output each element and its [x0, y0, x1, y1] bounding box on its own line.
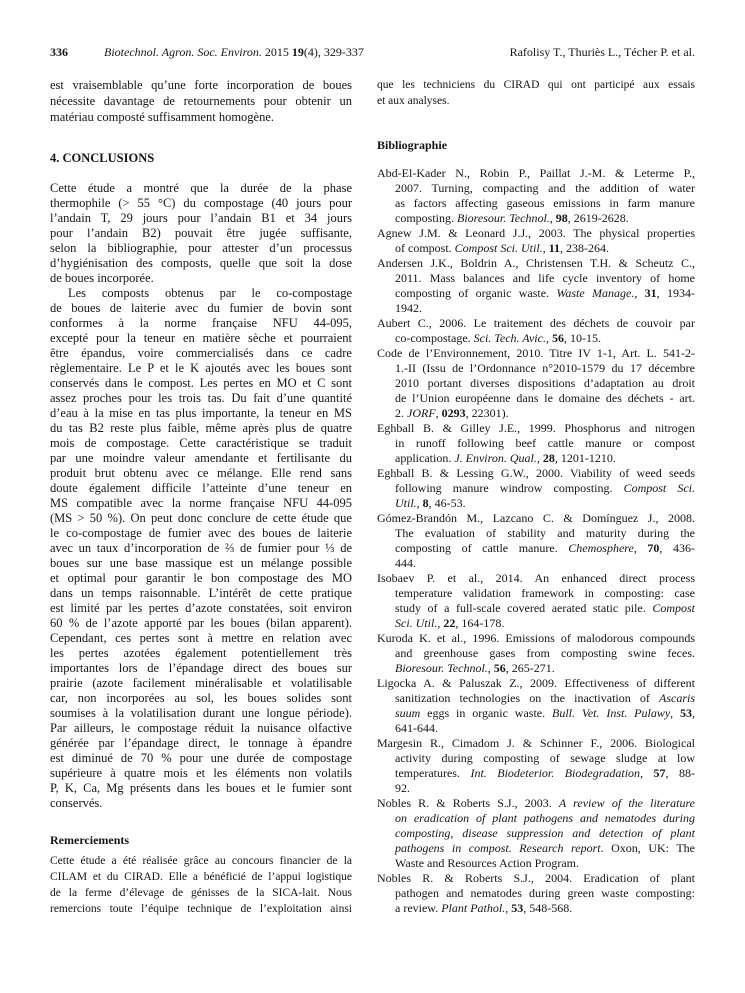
text-run: and greenhouse gases from composting swine feces. — [395, 645, 695, 660]
text-line — [377, 811, 695, 826]
text-line — [377, 736, 695, 751]
bold-text-run: 98 — [555, 210, 568, 225]
text-line — [377, 661, 695, 676]
text-line: CILAM et du CIRAD. Elle a bénéficié de l’appui logistique — [50, 871, 352, 883]
text-run: composting. — [395, 210, 457, 225]
text-line — [377, 616, 695, 631]
text-run: , — [634, 285, 645, 300]
text-line — [377, 901, 695, 916]
text-line: thermophile (> 55 °C) du compostage (40 jours pour — [50, 195, 352, 210]
bold-text-run: 70 — [647, 540, 660, 555]
text-line: nécessite davantage de retournements pour obtenir un — [50, 94, 352, 108]
text-line — [377, 376, 695, 391]
text-line — [377, 871, 695, 886]
text-run: 2. — [395, 405, 407, 420]
text-run: pathogen and nematodes during green waste composting: — [395, 885, 695, 900]
text-line — [377, 241, 695, 256]
italic-text-run: Chemosphere — [568, 540, 634, 555]
text-run: Eghball B. & Gilley J.E., 1999. Phosphorus and nitrogen — [377, 420, 695, 435]
text-run: Gómez-Brandón M., Lazcano C. & Domínguez J., 2008. — [377, 510, 695, 525]
text-line: le co-compostage de fumier avec des boues de laiterie — [50, 525, 352, 540]
text-run: 641-644. — [395, 720, 438, 735]
text-line: conservés. — [50, 795, 103, 810]
italic-text-run: on eradication of plant pathogens and nematodes during — [395, 810, 695, 825]
text-line — [377, 391, 695, 406]
italic-text-run: JORF — [407, 405, 436, 420]
text-line — [377, 586, 695, 601]
text-line: pour l’andain B2) pouvait être jugée suffisante, — [50, 225, 352, 240]
text-run: of compost. — [395, 240, 455, 255]
text-line — [377, 211, 695, 226]
text-line — [377, 166, 695, 181]
text-run: , 10-15. — [563, 330, 601, 345]
text-run: 2007. Turning, compacting and the addition of water — [395, 180, 695, 195]
text-run: , 436- — [659, 540, 695, 555]
text-line: remercions toute l’équipe technique de l’exploitation ainsi — [50, 903, 352, 915]
text-run: , — [549, 210, 556, 225]
text-run: Ligocka A. & Paluszak Z., 2009. Effectiveness of different — [377, 675, 695, 690]
bold-text-run: 28 — [542, 450, 555, 465]
text-line — [377, 691, 695, 706]
text-line: les pertes azotées également potentiellement très — [50, 645, 352, 660]
text-line — [377, 886, 695, 901]
text-run: Nobles R. & Roberts S.J., 2003. — [377, 795, 559, 810]
text-line — [377, 541, 695, 556]
text-line: de boues de laiterie avec du fumier de bovin sont — [50, 300, 352, 315]
reference-entry — [377, 256, 695, 316]
reference-entry — [377, 316, 695, 346]
text-line — [377, 196, 695, 211]
text-line: conformes à la norme française NFU 44-095, — [50, 315, 352, 330]
italic-text-run: J. Environ. Qual. — [454, 450, 537, 465]
text-run: de l’Union européenne dans le domaine des déchets - art. — [395, 390, 695, 405]
acknowledgements-paragraph-continued — [377, 77, 695, 109]
text-line — [377, 706, 695, 721]
text-line: l’andain T, 29 jours pour l’andain B1 et 34 jours — [50, 210, 352, 225]
text-run: Abd-El-Kader N., Robin P., Paillat J.-M. & Leterme P., — [377, 165, 695, 180]
text-line: Cette étude a montré que la durée de la phase — [50, 180, 352, 195]
text-line — [377, 676, 695, 691]
text-line: générée par l’épandage direct, le tonnage à épandre — [50, 735, 352, 750]
reference-entry — [377, 871, 695, 916]
text-line: que les techniciens du CIRAD qui ont participé aux essais — [377, 79, 695, 91]
text-run: eggs in organic waste. — [420, 705, 552, 720]
text-run: in runoff following beef cattle manure or compost — [395, 435, 695, 450]
text-line — [377, 841, 695, 856]
reference-entry — [377, 166, 695, 226]
text-run: co-compostage. — [395, 330, 474, 345]
text-line — [377, 556, 695, 571]
reference-entry — [377, 736, 695, 796]
text-run: activity during composting of sewage sludge at low — [395, 750, 695, 765]
italic-text-run: Bioresour. Technol. — [457, 210, 550, 225]
text-run: Kuroda K. et al., 1996. Emissions of malodorous compounds — [377, 630, 695, 645]
text-line — [377, 796, 695, 811]
italic-text-run: Sci. Util. — [395, 615, 438, 630]
text-line — [377, 511, 695, 526]
text-line — [377, 466, 695, 481]
text-run: , 238-264. — [560, 240, 610, 255]
text-line — [377, 271, 695, 286]
text-run: Waste and Resources Action Program. — [395, 855, 579, 870]
text-run: 2011. Mass balances and life cycle inventory of home — [395, 270, 695, 285]
text-line — [377, 526, 695, 541]
text-run: , — [542, 240, 549, 255]
text-line: règlementaire. Le P et le K ajoutés avec les boues sont — [50, 360, 352, 375]
italic-text-run: A review of the literature — [558, 795, 696, 810]
text-line — [377, 751, 695, 766]
text-line: matériau composté suffisamment homogène. — [50, 110, 275, 124]
reference-entry — [377, 676, 695, 736]
text-line — [377, 286, 695, 301]
italic-text-run: Util. — [395, 495, 417, 510]
text-run: Aubert C., 2006. Le traitement des déchets de couvoir par — [377, 315, 695, 330]
section-heading-bibliography: Bibliographie — [377, 137, 448, 152]
text-run: 1942. — [395, 300, 422, 315]
text-line: de la ferme d’élevage de génisses de la SICA-lait. Nous — [50, 887, 352, 899]
text-line: produit brut obtenu avec ce mélange. Elle rend sans — [50, 465, 352, 480]
section-heading-conclusions: 4. CONCLUSIONS — [50, 150, 155, 165]
text-run: . Oxon, UK: The — [600, 840, 695, 855]
text-line: Cependant, ces pertes sont à mettre en relation avec — [50, 630, 352, 645]
text-run: 444. — [395, 555, 416, 570]
text-run: composting of organic waste. — [395, 285, 557, 300]
text-line: mois de compostage. Cette caractéristique se traduit — [50, 435, 352, 450]
italic-text-run: Compost Sci. Util. — [454, 240, 543, 255]
reference-entry — [377, 466, 695, 511]
text-line: importantes lors de l’épandage direct des boues sur — [50, 660, 352, 675]
italic-text-run: Bull. Vet. Inst. Pulawy — [551, 705, 671, 720]
running-authors: Rafolisy T., Thuriès L., Técher P. et al. — [509, 45, 695, 59]
text-run: a review. — [395, 900, 442, 915]
text-line — [377, 406, 695, 421]
journal-citation — [104, 45, 364, 60]
text-line: assez proches pour les trois tas. Du fait d’une quantité — [50, 390, 353, 405]
text-line: avec un taux d’incorporation de ⅔ de fumier pour ⅓ de — [50, 540, 352, 555]
text-run: application. — [395, 450, 455, 465]
text-line: P, K, Ca, Mg présents dans les boues et le fumier sont — [50, 780, 352, 795]
reference-list — [377, 166, 695, 916]
italic-text-run: Bioresour. Technol. — [395, 660, 488, 675]
text-run: Nobles R. & Roberts S.J., 2004. Eradication of plant — [377, 870, 695, 885]
bold-text-run: 0293 — [441, 405, 466, 420]
text-run: , 164-178. — [455, 615, 505, 630]
text-run: sanitization technologies on the inactivation of — [395, 690, 659, 705]
reference-entry — [377, 796, 695, 871]
text-run: , 22301). — [465, 405, 509, 420]
reference-entry — [377, 226, 695, 256]
page-number: 336 — [50, 45, 68, 59]
text-run: , 1201-1210. — [554, 450, 616, 465]
text-run: , — [640, 765, 654, 780]
text-run: as factors affecting gaseous emissions in farm manure — [395, 195, 695, 210]
text-run: , 265-271. — [505, 660, 555, 675]
text-line: excepté pour la teneur en matière sèche et pourraient — [50, 330, 352, 345]
text-run: Eghball B. & Lessing G.W., 2000. Viability of weed seeds — [377, 465, 695, 480]
text-line — [377, 346, 695, 361]
text-line: 60 % de l’azote apporté par les boues (bilan apparent). — [50, 615, 352, 630]
bold-text-run: 56 — [493, 660, 506, 675]
text-run: Code de l’Environnement, 2010. Titre IV 1-1, Art. L. 541-2- — [377, 345, 695, 360]
conclusions-paragraph-2 — [50, 286, 352, 811]
text-run: , 1934- — [656, 285, 696, 300]
text-line: dans un temps raisonnable. L’intérêt de cette pratique — [50, 585, 352, 600]
text-line: Les composts obtenus par le co-compostage — [68, 285, 352, 300]
italic-text-run: Ascaris — [659, 690, 695, 705]
text-line — [377, 301, 695, 316]
bold-text-run: 56 — [551, 330, 564, 345]
text-line — [377, 226, 695, 241]
text-line: car, non incorporées au sol, les boues solides sont — [50, 690, 352, 705]
text-run: , — [692, 705, 696, 720]
text-line — [377, 436, 695, 451]
text-line: conservés dans le compost. Les pertes en MO et C sont — [50, 375, 353, 390]
italic-text-run: Compost Sci. — [623, 480, 695, 495]
text-line — [377, 496, 695, 511]
text-line — [377, 766, 695, 781]
paragraph-continued-from-previous-page — [50, 77, 352, 125]
text-line: être épandus, voire commercialisés dans ce cadre — [50, 345, 352, 360]
text-run: 2010 portant diverses dispositions d’adaptation au droit — [395, 375, 696, 390]
text-line — [377, 781, 695, 796]
journal-name: Biotechnol. Agron. Soc. Environ. — [104, 45, 262, 59]
text-run: following manure windrow composting. — [395, 480, 624, 495]
text-run: , — [435, 405, 442, 420]
text-line: supérieure à quatre mois et les éléments non volatils — [50, 765, 352, 780]
text-line: doute également difficile l’atteinte d’une teneur en — [50, 480, 352, 495]
conclusions-paragraph-1 — [50, 181, 352, 286]
text-line: soumises à la volatilisation durant une longue période). — [50, 705, 352, 720]
text-run: temperature validation framework in composting: case — [395, 585, 695, 600]
text-run: , — [416, 495, 423, 510]
text-line — [377, 481, 695, 496]
text-run: , 548-568. — [523, 900, 573, 915]
text-line — [377, 721, 695, 736]
text-line — [377, 361, 695, 376]
text-run: Agnew J.M. & Leonard J.J., 2003. The physical properties — [377, 225, 695, 240]
text-line: est diminué de 70 % pour une durée de compostage — [50, 750, 352, 765]
text-run: The evaluation of stability and maturity during the — [395, 525, 695, 540]
text-run: , — [545, 330, 552, 345]
italic-text-run: Sci. Tech. Avic. — [473, 330, 546, 345]
text-run: , — [536, 450, 543, 465]
journal-volume: 19 — [291, 45, 304, 59]
text-line: est vraisemblable qu’une forte incorporation de boues — [50, 78, 352, 92]
bold-text-run: 8 — [422, 495, 429, 510]
text-line — [377, 256, 695, 271]
text-line: et aux analyses. — [377, 95, 450, 107]
text-line — [377, 571, 695, 586]
text-line: MS compatible avec la norme française NFU 44-095 — [50, 495, 352, 510]
reference-entry — [377, 346, 695, 421]
text-line — [377, 826, 695, 841]
italic-text-run: suum — [395, 705, 421, 720]
text-run: study of a full-scale covered aerated static pile. — [395, 600, 653, 615]
text-line: boues sur une base massique est un mélange possible — [50, 555, 352, 570]
reference-entry — [377, 571, 695, 631]
text-run: , 46-53. — [428, 495, 466, 510]
text-run: Isobaev P. et al., 2014. An enhanced direct process — [377, 570, 695, 585]
text-line — [377, 646, 695, 661]
reference-entry — [377, 631, 695, 676]
text-line — [377, 601, 695, 616]
text-line — [377, 181, 695, 196]
italic-text-run: composting, disease suppression and detection of plant — [395, 825, 695, 840]
text-line — [377, 856, 695, 871]
bold-text-run: 31 — [644, 285, 657, 300]
text-line: Par ailleurs, le compostage réduit la nuisance olfactive — [50, 720, 352, 735]
text-run: , 88- — [665, 765, 696, 780]
text-run: , — [487, 660, 494, 675]
italic-text-run: Plant Pathol. — [441, 900, 506, 915]
text-line — [377, 631, 695, 646]
text-line: prairie (azote facilement minéralisable et volatilisable — [50, 675, 352, 690]
journal-issue-pages: (4), 329-337 — [303, 45, 364, 59]
section-heading-acknowledgements: Remerciements — [50, 832, 130, 847]
text-run: 92. — [395, 780, 410, 795]
reference-entry — [377, 421, 695, 466]
text-line — [377, 331, 695, 346]
text-line — [377, 451, 695, 466]
text-line: de boues incorporée. — [50, 270, 154, 285]
italic-text-run: pathogens in compost. Research report — [395, 840, 601, 855]
text-line: par une moindre valeur amendante et fertilisante du — [50, 450, 352, 465]
text-line: est limité par les pertes d’azote constatées, soit environ — [50, 600, 352, 615]
text-line — [377, 316, 695, 331]
text-run: 1.-II (Issu de l’Ordonnance n°2010-1579 du 17 décembre — [395, 360, 696, 375]
text-run: , — [670, 705, 681, 720]
text-run: , 2619-2628. — [567, 210, 629, 225]
text-line: du tas B2 reste plus faible, même après plus de quatre — [50, 420, 352, 435]
journal-year: 2015 — [264, 45, 289, 59]
bold-text-run: 22 — [443, 615, 456, 630]
reference-entry — [377, 511, 695, 571]
bold-text-run: 53 — [680, 705, 693, 720]
bold-text-run: 57 — [653, 765, 666, 780]
text-run: , — [633, 540, 648, 555]
text-line: (MS > 50 %). On peut donc conclure de cette étude que — [50, 510, 352, 525]
conclusions-section — [50, 181, 352, 811]
text-line — [377, 421, 695, 436]
text-run: composting of cattle manure. — [395, 540, 569, 555]
text-run: temperatures. — [395, 765, 471, 780]
text-run: Margesin R., Cimadom J. & Schinner F., 2006. Biological — [377, 735, 695, 750]
bold-text-run: 11 — [548, 240, 561, 255]
italic-text-run: Int. Biodeterior. Biodegradation — [470, 765, 641, 780]
text-run: , — [437, 615, 444, 630]
text-line: selon la bibliographie, pour attester d’un processus — [50, 240, 352, 255]
italic-text-run: Waste Manage. — [556, 285, 635, 300]
text-line: d’hygiénisation des composts, quelle que soit la dose — [50, 255, 352, 270]
text-line: d’eau à la mise en tas plus importante, la teneur en MS — [50, 405, 352, 420]
text-run: Andersen J.K., Boldrin A., Christensen T.H. & Scheutz C., — [377, 255, 695, 270]
text-line: et optimal pour garantir le bon compostage des MO — [50, 570, 352, 585]
text-run: , — [505, 900, 512, 915]
bold-text-run: 53 — [511, 900, 524, 915]
acknowledgements-paragraph — [50, 853, 352, 917]
italic-text-run: Compost — [652, 600, 695, 615]
text-line: Cette étude a été réalisée grâce au concours financier de la — [50, 855, 352, 867]
